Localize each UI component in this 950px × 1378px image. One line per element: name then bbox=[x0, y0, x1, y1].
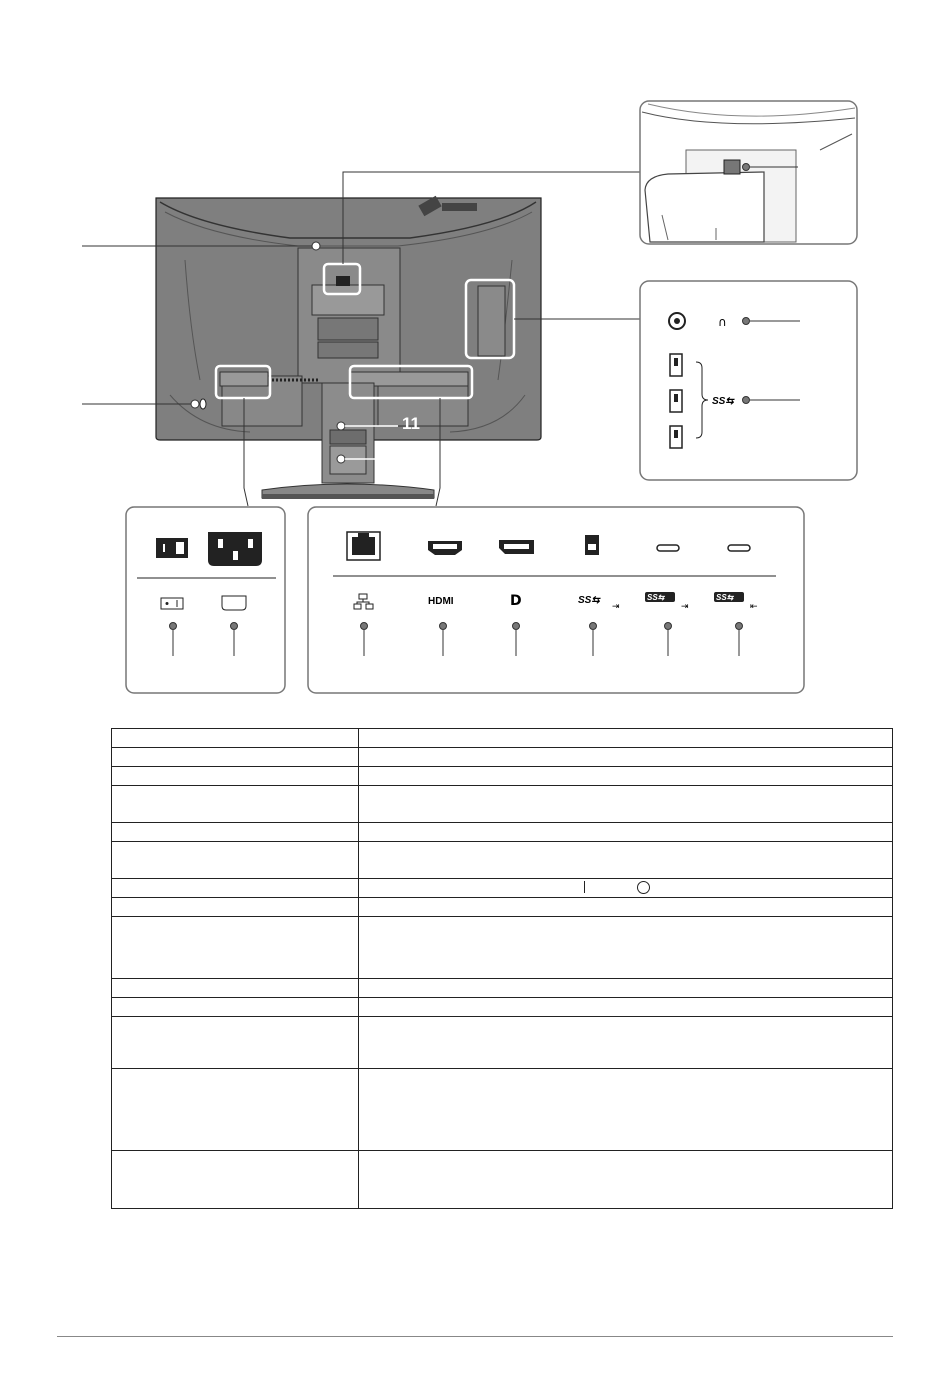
monitor-back bbox=[156, 196, 541, 499]
table-row bbox=[112, 1017, 893, 1069]
svg-text:SS⇆: SS⇆ bbox=[647, 593, 665, 602]
table-row bbox=[112, 879, 893, 898]
svg-text:⇤: ⇤ bbox=[750, 602, 758, 612]
table-row bbox=[112, 842, 893, 879]
connectors-panel bbox=[308, 507, 804, 693]
hdmi-icon: HDMI bbox=[428, 596, 454, 607]
side-ports-panel bbox=[640, 281, 857, 480]
table-row bbox=[112, 998, 893, 1017]
table-row bbox=[112, 823, 893, 842]
power-off-symbol bbox=[637, 881, 650, 894]
button-detail-panel bbox=[640, 101, 857, 244]
table-row bbox=[112, 917, 893, 979]
table-row bbox=[112, 979, 893, 998]
table-row bbox=[112, 1151, 893, 1209]
svg-text:SS⇆: SS⇆ bbox=[578, 595, 600, 606]
svg-text:SS⇆: SS⇆ bbox=[716, 593, 734, 602]
headphone-icon: ∩ bbox=[718, 315, 727, 329]
table-row bbox=[112, 767, 893, 786]
power-switch-icon bbox=[161, 598, 183, 609]
power-on-symbol bbox=[584, 881, 585, 893]
table-row bbox=[112, 729, 893, 748]
table-row bbox=[112, 748, 893, 767]
stand-label: 11 bbox=[402, 414, 420, 433]
svg-text:⇥: ⇥ bbox=[681, 602, 689, 612]
table-row bbox=[112, 786, 893, 823]
svg-text:⇥: ⇥ bbox=[612, 602, 620, 612]
table-row bbox=[112, 1069, 893, 1151]
usb-superspeed-icon: SS⇆ bbox=[712, 396, 734, 407]
displayport-icon: D bbox=[510, 593, 522, 609]
power-panel bbox=[126, 507, 285, 693]
parts-table bbox=[111, 728, 893, 1209]
table-row bbox=[112, 898, 893, 917]
ac-inlet-icon bbox=[222, 596, 246, 610]
footer-divider bbox=[57, 1336, 893, 1337]
